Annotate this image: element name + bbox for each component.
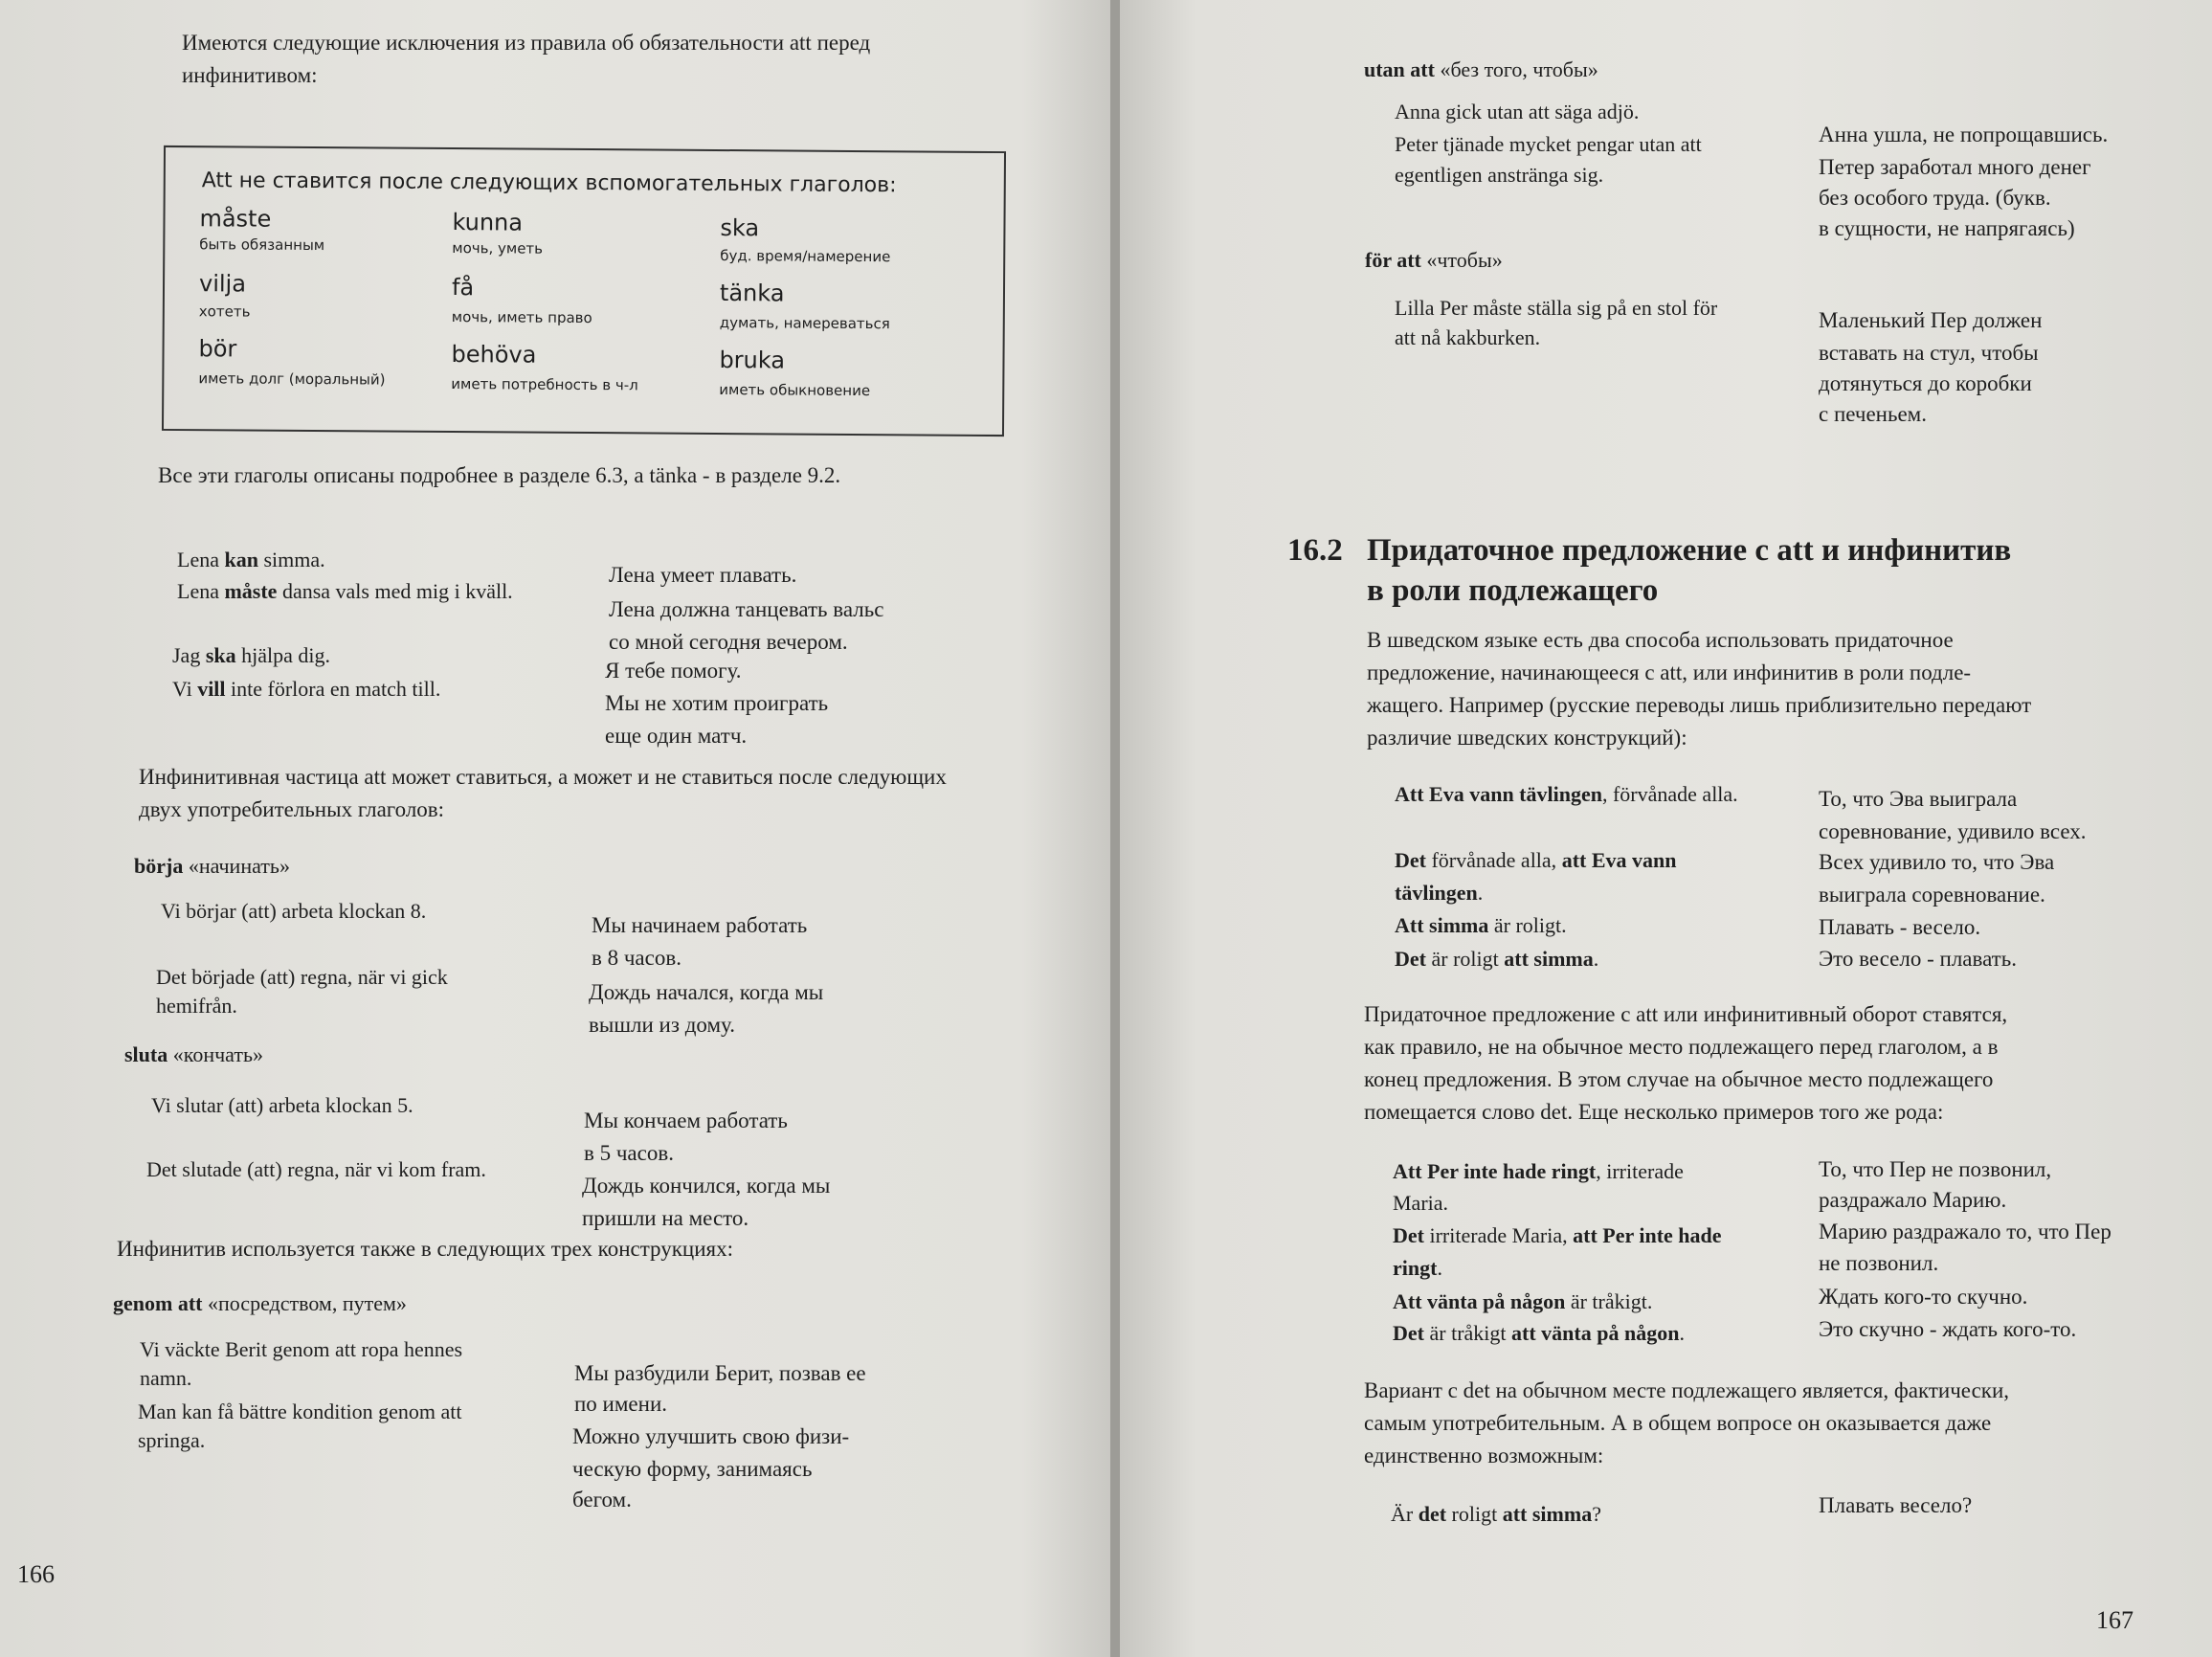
- example-ru: с печеньем.: [1819, 402, 1927, 426]
- section-title: Придаточное предложение с att и инфинитив: [1367, 533, 2012, 568]
- example-sv: Det började (att) regna, när vi gick: [156, 965, 448, 989]
- right-page: [1120, 0, 2212, 1657]
- verb-word: bör: [198, 335, 237, 363]
- example-ru: ческую форму, занимаясь: [572, 1457, 813, 1481]
- paragraph-line: конец предложения. В этом случае на обычное место подлежащего: [1364, 1067, 1994, 1091]
- example-ru: в сущности, не напрягаясь): [1819, 216, 2075, 240]
- example-sv: Det förvånade alla, att Eva vann: [1395, 848, 1677, 872]
- example-ru: Мы разбудили Берит, позвав ее: [574, 1361, 866, 1385]
- example-sv: Att vänta på någon är tråkigt.: [1393, 1289, 1653, 1313]
- paragraph-line: единственно возможным:: [1364, 1444, 1604, 1467]
- example-sv: ringt.: [1393, 1256, 1442, 1280]
- optional-att-paragraph: Инфинитивная частица att может ставиться, а может и не ставиться после следующих двух употребительных глаголов:: [139, 765, 947, 821]
- paragraph-line: Вариант с det на обычном месте подлежащего является, фактически,: [1364, 1378, 2010, 1402]
- verb-word: behöva: [451, 341, 537, 369]
- section-title: в роли подлежащего: [1367, 573, 1659, 608]
- example-sv: att nå kakburken.: [1395, 325, 1541, 349]
- intro-paragraph: Имеются следующие исключения из правила об обязательности att перед инфинитивом:: [182, 31, 871, 87]
- example-ru: Маленький Пер должен: [1819, 308, 2043, 332]
- example-sv: springa.: [138, 1428, 206, 1452]
- example-sv: Vi slutar (att) arbeta klockan 5.: [151, 1093, 413, 1117]
- example-ru: Марию раздражало то, что Пер: [1819, 1220, 2111, 1243]
- example-ru: дотянуться до коробки: [1819, 371, 2032, 395]
- example-ru: Дождь кончился, когда мы: [582, 1174, 831, 1198]
- verb-word: kunna: [452, 209, 524, 236]
- verb-word: tänka: [719, 279, 785, 307]
- example-ru: Анна ушла, не попрощавшись.: [1819, 123, 2109, 146]
- example-sv: Det slutade (att) regna, när vi kom fram.: [146, 1157, 486, 1181]
- example-ru: вставать на стул, чтобы: [1819, 341, 2039, 365]
- example-sv: Vi börjar (att) arbeta klockan 8.: [161, 899, 427, 923]
- example-sv: Lena kan simma.: [177, 548, 325, 571]
- page-number: 166: [17, 1560, 55, 1588]
- example-ru: со мной сегодня вечером.: [609, 630, 848, 654]
- example-sv: Det är tråkigt att vänta på någon.: [1393, 1321, 1685, 1345]
- verb-word: vilja: [198, 270, 247, 298]
- three-constructions-paragraph: Инфинитив используется также в следующих трех конструкциях:: [117, 1237, 733, 1261]
- example-sv: namn.: [140, 1366, 192, 1390]
- example-sv: Lena måste dansa vals med mig i kväll.: [177, 579, 513, 603]
- example-sv: tävlingen.: [1395, 881, 1484, 905]
- verb-word: ska: [720, 213, 760, 242]
- example-ru: Ждать кого-то скучно.: [1819, 1285, 2028, 1309]
- example-ru: Мы начинаем работать: [592, 913, 808, 937]
- verb-gloss: хотеть: [198, 302, 251, 321]
- example-ru: Всех удивило то, что Эва: [1819, 850, 2055, 874]
- example-ru: соревнование, удивило всех.: [1819, 819, 2087, 843]
- paragraph-line: жащего. Например (русские переводы лишь приблизительно передают: [1367, 693, 2032, 717]
- paragraph-line: В шведском языке есть два способа использовать придаточное: [1367, 628, 1954, 652]
- example-sv: Det är roligt att simma.: [1395, 947, 1599, 971]
- example-ru: Лена умеет плавать.: [609, 563, 797, 587]
- example-ru: раздражало Марию.: [1819, 1188, 2007, 1212]
- example-sv: Är det roligt att simma?: [1391, 1502, 1601, 1526]
- note-paragraph: Все эти глаголы описаны подробнее в разделе 6.3, а tänka - в разделе 9.2.: [158, 463, 841, 487]
- example-sv: hemifrån.: [156, 994, 237, 1018]
- example-ru: Это весело - плавать.: [1819, 947, 2017, 971]
- example-sv: Att simma är roligt.: [1395, 913, 1567, 937]
- example-ru: Дождь начался, когда мы: [589, 980, 824, 1004]
- example-sv: egentligen anstränga sig.: [1395, 163, 1604, 187]
- verb-gloss: иметь потребность в ч-л: [451, 375, 638, 394]
- example-ru: Это скучно - ждать кого-то.: [1819, 1317, 2077, 1341]
- example-ru: пришли на место.: [582, 1206, 749, 1230]
- verb-word: få: [451, 274, 475, 302]
- example-sv: Man kan få bättre kondition genom att: [138, 1399, 462, 1423]
- paragraph-line: предложение, начинающееся с att, или инфинитив в роли подле-: [1367, 661, 1972, 684]
- example-ru: Мы кончаем работать: [584, 1108, 788, 1132]
- example-ru: в 5 часов.: [584, 1141, 674, 1165]
- paragraph-line: помещается слово det. Еще несколько примеров того же рода:: [1364, 1100, 1944, 1124]
- example-ru: Лена должна танцевать вальс: [609, 597, 884, 621]
- example-sv: Lilla Per måste ställa sig på en stol för: [1395, 296, 1718, 320]
- example-ru: не позвонил.: [1819, 1251, 1939, 1275]
- example-ru: в 8 часов.: [592, 946, 681, 970]
- example-ru: Я тебе помогу.: [605, 659, 742, 683]
- example-ru: То, что Пер не позвонил,: [1819, 1157, 2052, 1181]
- verb-word: bruka: [719, 346, 786, 374]
- example-sv: Maria.: [1393, 1191, 1449, 1215]
- example-ru: Плавать - весело.: [1819, 915, 1981, 939]
- construction-heading: genom att «посредством, путем»: [113, 1291, 407, 1315]
- example-ru: по имени.: [574, 1392, 667, 1416]
- example-sv: Det irriterade Maria, att Per inte hade: [1393, 1223, 1722, 1247]
- example-ru: еще один матч.: [605, 724, 748, 748]
- verb-gloss: иметь обыкновение: [719, 380, 871, 400]
- construction-heading: börja «начинать»: [134, 854, 290, 878]
- example-ru: Плавать весело?: [1819, 1493, 1973, 1517]
- example-ru: вышли из дому.: [589, 1013, 735, 1037]
- example-sv: Att Eva vann tävlingen, förvånade alla.: [1395, 782, 1738, 806]
- example-ru: без особого труда. (букв.: [1819, 186, 2051, 210]
- example-ru: Можно улучшить свою физи-: [572, 1424, 850, 1448]
- book-gutter: [1110, 0, 1120, 1657]
- verb-gloss: иметь долг (моральный): [198, 369, 386, 389]
- paragraph-line: самым употребительным. А в общем вопросе он оказывается даже: [1364, 1411, 1992, 1435]
- example-sv: Vi vill inte förlora en match till.: [172, 677, 441, 701]
- verb-gloss: буд. время/намерение: [720, 246, 891, 266]
- verb-gloss: быть обязанным: [199, 235, 325, 255]
- example-sv: Anna gick utan att säga adjö.: [1395, 100, 1640, 123]
- example-sv: Peter tjänade mycket pengar utan att: [1395, 132, 1702, 156]
- construction-heading: för att «чтобы»: [1365, 248, 1503, 272]
- section-number: 16.2: [1287, 533, 1343, 568]
- example-sv: Vi väckte Berit genom att ropa hennes: [140, 1337, 463, 1361]
- paragraph-line: различие шведских конструкций):: [1367, 726, 1687, 750]
- auxiliary-verbs-box: [162, 146, 1006, 437]
- paragraph-line: как правило, не на обычное место подлежащего перед глаголом, а в: [1364, 1035, 1999, 1059]
- verb-word: måste: [199, 205, 272, 233]
- example-sv: Att Per inte hade ringt, irriterade: [1393, 1159, 1684, 1183]
- construction-heading: sluta «кончать»: [124, 1042, 264, 1066]
- example-ru: Петер заработал много денег: [1819, 155, 2091, 179]
- verb-gloss: мочь, иметь право: [451, 308, 592, 327]
- example-ru: Мы не хотим проиграть: [605, 691, 829, 715]
- example-ru: выиграла соревнование.: [1819, 883, 2045, 907]
- paragraph-line: Придаточное предложение с att или инфинитивный оборот ставятся,: [1364, 1002, 2008, 1026]
- box-heading: Att не ставится после следующих вспомогательных глаголов:: [201, 168, 897, 198]
- verb-gloss: мочь, уметь: [452, 239, 544, 258]
- example-sv: Jag ska hjälpa dig.: [172, 643, 330, 667]
- verb-gloss: думать, намереваться: [719, 313, 890, 333]
- construction-heading: utan att «без того, чтобы»: [1364, 57, 1598, 81]
- example-ru: бегом.: [572, 1488, 632, 1511]
- example-ru: То, что Эва выиграла: [1819, 787, 2018, 811]
- page-number: 167: [2096, 1606, 2134, 1634]
